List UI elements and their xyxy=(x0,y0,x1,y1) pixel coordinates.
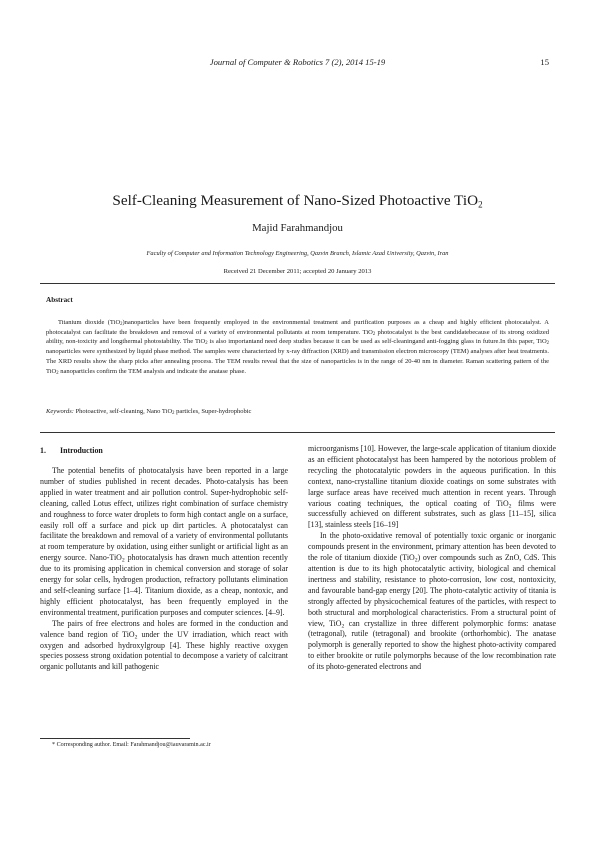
keywords-label: Keywords: xyxy=(46,408,74,415)
chemical-subscript: 2 xyxy=(508,502,512,509)
left-paragraph-2: The pairs of free electrons and holes are formed in the conduction and valence band region of TiO$_2$ under the UV irradiation, which react with oxygen and adsorbed hydroxylgroup [4]. These highly reactive oxygen species possess strong oxidation potential to decompose a variety of calcitrant organic pollutants and kill pathogenic xyxy=(40,618,288,672)
chemical-subscript: 2 xyxy=(341,622,345,629)
footnote-rule xyxy=(40,738,190,739)
left-column xyxy=(40,466,288,673)
abstract-heading: Abstract xyxy=(46,296,73,304)
paper-title xyxy=(40,192,555,210)
section-heading xyxy=(40,446,103,455)
author-affiliation: Faculty of Computer and Information Technology Engineering, Qazvin Branch, Islamic Azad University, Qazvin, Iran xyxy=(146,250,449,257)
chemical-subscript: 2 xyxy=(172,411,175,417)
abstract-bottom-rule xyxy=(40,432,555,433)
abstract-text: Titanium dioxide (TiO$_2$)nanoparticles have been frequently employed in the environmental treatment and purification purposes as a cheap and highly efficient photocatalyst. A photocatalyst can facilitate the breakdown and removal of a variety of environmental pollutants at room temperature. TiO$_2$ photocatalyst is the best candidatebecause of its strong oxidized ability, non-toxicity and longthermal photostability. The TiO$_2$ is also importantand need deep studies because it can be used as self-cleaningand anti-fogging glass in future.In this paper, TiO$_2$ nanoparticles were synthesized by liquid phase method. The samples were characterized by x-ray diffraction (XRD) and transmission electron microscopy (TEM) analyses after heat treatments. The XRD results show the sharp picks after annealing process. The TEM results reveal that the size of nanoparticles is in the range of 20-40 nm in diameter. Raman scattering pattern of the TiO$_2$ nanoparticles confirm the TEM analysis and indicate the anatase phase. xyxy=(46,319,549,376)
chemical-subscript: 2 xyxy=(121,557,125,564)
author-name: Majid Farahmandjou xyxy=(252,222,343,234)
running-header xyxy=(40,57,555,71)
right-paragraph-1: microorganisms [10]. However, the large-scale application of titanium dioxide as an efficient photocatalyst has been hampered by the notorious problem of recycling the photocatalytic powders in the aqueous purification. In this context, nano-crystalline titanium dioxide coatings on some substrates with large surface areas have received much attention in recent years. Through various coating techniques, the optical coating of TiO$_2$ films were successfully achieved on different substrates, such as glass [11–15], silica [13], stainless steels [16–19] xyxy=(308,444,556,530)
right-paragraph-2: In the photo-oxidative removal of potentially toxic organic or inorganic compounds present in the environment, primary attention has been devoted to the role of titanium dioxide (TiO$_2$) over compounds such as ZnO, CdS. This attention is due to its high photocatalytic activity, biological and chemical inertness and stability, resistance to photo-corrosion, low cost, nontoxicity, and favourable band-gap energy [20]. The photo-catalytic activity of titania is strongly affected by physicochemical features of the particles, with respect to both structural and morphological characteristics. From a structural point of view, TiO$_2$ can crystallize in three different polymorphic forms: anatase (tetragonal), rutile (tetragonal) and brookite (orthorhombic). The anatase polymorph is generally reported to show the highest photo-activity compared to either brookite or rutile polymorphs because of the low recombination rate of its photo-generated electrons and xyxy=(308,531,556,672)
left-paragraph-1: The potential benefits of photocatalysis have been reported in a large number of studies published in recent decades. Photo-catalysis has been applied in water treatment and air pollution control. Super-hydrophobic self-cleaning, called Lotus effect, utilizes right combination of surface chemistry and roughness to force water droplets to form high contact angle on a surface, easily roll off a surface and pick up dirt particles. A photocatalyst can facilitate the breakdown and removal of a variety of environmental pollutants at room temperature by oxidation, using either sunlight or artificial light as an energy source. Nano-TiO$_2$ photocatalysis has drawn much attention recently due to its promising application in chemical conversion and storage of solar energy for solar cells, hydrogen production, refractory pollutants elimination and self-cleaning surface [1–4]. Titanium dioxide, as a cheap, nontoxic, and highly efficient photocatalyst, has been frequently employed in the environmental treatment, purification purposes and computer sciences. [4–9]. xyxy=(40,466,288,617)
chemical-subscript: 2 xyxy=(414,557,418,564)
chemical-subscript: 2 xyxy=(134,634,138,641)
chemical-subscript: 2 xyxy=(56,370,59,376)
chemical-subscript: 2 xyxy=(372,331,376,337)
abstract-top-rule xyxy=(40,283,555,284)
section-title: Introduction xyxy=(60,446,103,455)
paper-title-text: Self-Cleaning Measurement of Nano-Sized Photoactive TiO xyxy=(112,192,479,209)
chemical-subscript: 2 xyxy=(205,341,208,347)
chemical-subscript: 2 xyxy=(546,341,549,347)
keywords xyxy=(46,408,549,415)
paper-title-subscript: 2 xyxy=(478,199,483,210)
right-column xyxy=(308,444,556,673)
page-number: 15 xyxy=(540,57,549,67)
received-dates: Received 21 December 2011; accepted 20 January 2013 xyxy=(223,268,372,275)
section-number: 1. xyxy=(40,446,46,455)
chemical-subscript: 2 xyxy=(120,322,123,328)
journal-citation: Journal of Computer & Robotics 7 (2), 2014 15-19 xyxy=(209,57,386,67)
corresponding-author-footnote: * Corresponding author. Email: Farahmandjou@iauvaramin.ac.ir xyxy=(52,742,211,748)
keywords-list: Photoactive, self-cleaning, Nano TiO$_2$ particles, Super-hydrophobic xyxy=(73,408,252,417)
